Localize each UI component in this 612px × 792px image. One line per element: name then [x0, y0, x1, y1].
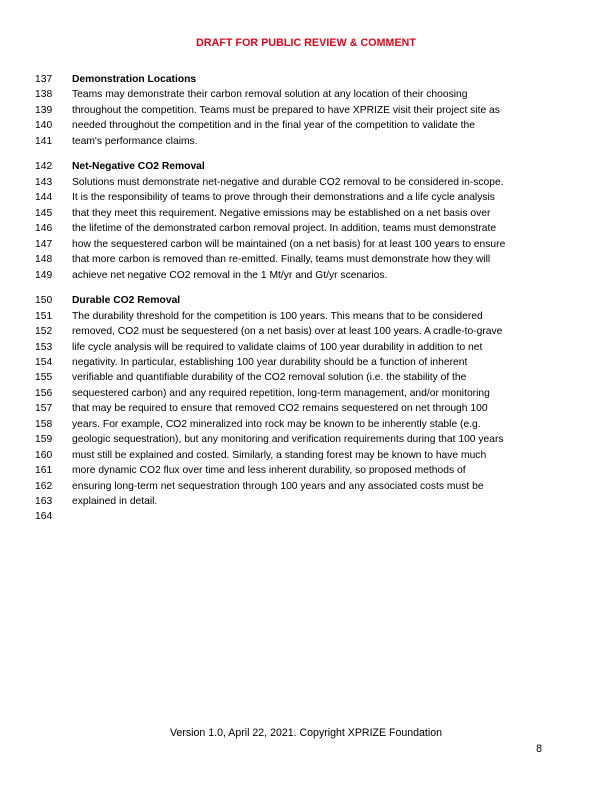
line-number: 153 [35, 341, 53, 353]
text-line [35, 221, 555, 236]
section-heading-line [35, 72, 555, 87]
section-heading: Demonstration Locations [72, 74, 197, 85]
line-text: life cycle analysis will be required to validate claims of 100 year durability in addition to net [72, 341, 483, 353]
line-text: more dynamic CO2 flux over time and less inherent durability, so proposed methods of [72, 465, 466, 477]
line-number: 160 [35, 449, 53, 461]
text-line [35, 370, 555, 385]
line-text: The durability threshold for the competition is 100 years. This means that to be considered [72, 310, 483, 322]
line-text: years. For example, CO2 mineralized into rock may be known to be inherently stable (e.g. [72, 418, 481, 430]
line-text: removed, CO2 must be sequestered (on a net basis) over at least 100 years. A cradle-to-grave [72, 326, 503, 338]
line-number: 146 [35, 223, 53, 235]
line-number: 149 [35, 269, 53, 281]
text-line [35, 509, 555, 524]
line-text: explained in detail. [72, 495, 158, 507]
text-line [35, 252, 555, 267]
text-line [35, 355, 555, 370]
line-text: must still be explained and costed. Similarly, a standing forest may be known to have much [72, 449, 487, 461]
text-line [35, 463, 555, 478]
line-text: sequestered carbon) and any required repetition, long-term management, and/or monitoring [72, 387, 490, 399]
text-line [35, 175, 555, 190]
line-number: 154 [35, 357, 53, 369]
line-number: 138 [35, 89, 53, 101]
line-number: 163 [35, 495, 53, 507]
line-text: Solutions must demonstrate net-negative and durable CO2 removal to be considered in-scope. [72, 176, 504, 188]
line-text: team's performance claims. [72, 135, 198, 147]
line-text [72, 509, 555, 524]
text-line [35, 87, 555, 102]
line-text: geologic sequestration), but any monitoring and verification requirements during that 100 years [72, 434, 504, 446]
line-text: It is the responsibility of teams to prove through their demonstrations and a life cycle analysis [72, 192, 495, 204]
line-number: 141 [35, 135, 53, 147]
text-line [35, 448, 555, 463]
line-number: 139 [35, 104, 53, 116]
line-number: 144 [35, 192, 53, 204]
line-text: that they meet this requirement. Negative emissions may be established on a net basis over [72, 207, 491, 219]
section-heading: Net-Negative CO2 Removal [72, 161, 205, 173]
line-text: the lifetime of the demonstrated carbon removal project. In addition, teams must demonstrate [72, 223, 497, 235]
line-number: 156 [35, 387, 53, 399]
line-number: 140 [35, 120, 53, 132]
text-line [35, 401, 555, 416]
line-text: verifiable and quantifiable durability of the CO2 removal solution (i.e. the stability of the [72, 372, 467, 384]
line-number: 162 [35, 480, 53, 492]
line-number: 143 [35, 176, 53, 188]
page-number: 8 [536, 743, 542, 755]
text-line [35, 432, 555, 447]
line-number: 145 [35, 207, 53, 219]
line-text: ensuring long-term net sequestration through 100 years and any associated costs must be [72, 480, 484, 492]
text-line [35, 134, 555, 149]
line-number: 152 [35, 326, 53, 338]
line-number: 151 [35, 310, 53, 322]
text-line [35, 118, 555, 133]
line-text: negativity. In particular, establishing 100 year durability should be a function of inherent [72, 357, 468, 369]
line-number: 147 [35, 238, 53, 250]
footer-version: Version 1.0, April 22, 2021. Copyright XPRIZE Foundation [169, 727, 443, 739]
text-line [35, 237, 555, 252]
text-line [35, 206, 555, 221]
line-number: 137 [35, 74, 53, 85]
line-number: 158 [35, 418, 53, 430]
text-line [35, 268, 555, 283]
text-line [35, 309, 555, 324]
document-body [35, 72, 555, 525]
line-text: Teams may demonstrate their carbon removal solution at any location of their choosing [72, 89, 468, 101]
section-heading: Durable CO2 Removal [72, 295, 181, 307]
line-text: that more carbon is removed than re-emitted. Finally, teams must demonstrate how they will [72, 254, 491, 266]
line-number: 164 [35, 511, 53, 523]
line-number: 150 [35, 295, 53, 307]
line-text: needed throughout the competition and in the final year of the competition to validate the [72, 120, 475, 132]
line-number: 157 [35, 403, 53, 415]
draft-header: DRAFT FOR PUBLIC REVIEW & COMMENT [196, 37, 416, 49]
text-line [35, 479, 555, 494]
line-number: 161 [35, 465, 53, 477]
line-text: throughout the competition. Teams must be prepared to have XPRIZE visit their project site as [72, 104, 500, 116]
line-number: 148 [35, 254, 53, 266]
text-line [35, 103, 555, 118]
line-number: 159 [35, 434, 53, 446]
line-text: that may be required to ensure that removed CO2 remains sequestered on net through 100 [72, 403, 488, 415]
text-line [35, 417, 555, 432]
text-line [35, 386, 555, 401]
line-number: 155 [35, 372, 53, 384]
line-text: how the sequestered carbon will be maintained (on a net basis) for at least 100 years to ensure [72, 238, 506, 250]
text-line [35, 190, 555, 205]
section-heading-line [35, 159, 555, 174]
text-line [35, 324, 555, 339]
text-line [35, 494, 555, 509]
section-heading-line [35, 293, 555, 308]
text-line [35, 340, 555, 355]
line-number: 142 [35, 161, 53, 173]
line-text: achieve net negative CO2 removal in the 1 Mt/yr and Gt/yr scenarios. [72, 269, 388, 281]
